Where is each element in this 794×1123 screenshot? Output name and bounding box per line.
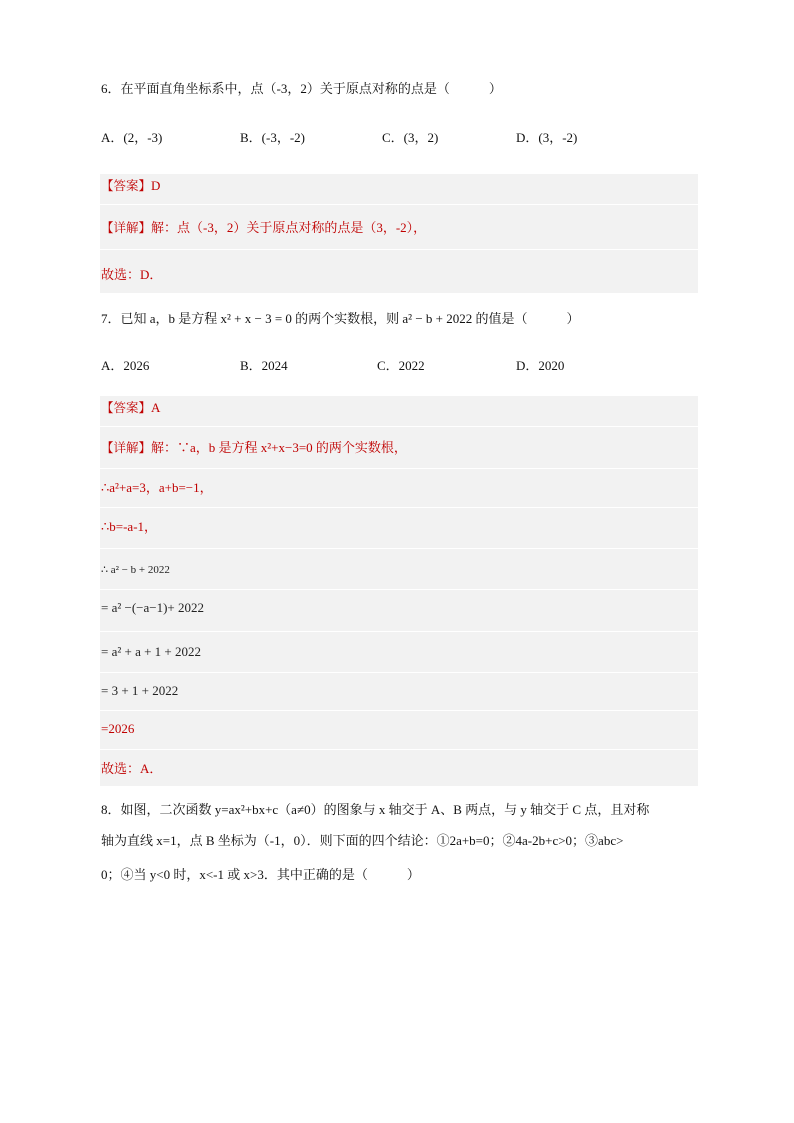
q6-answer-value: D xyxy=(151,178,161,193)
separator xyxy=(100,710,698,711)
q6-answer-line xyxy=(101,177,160,195)
q6-conclusion: 故选：D． xyxy=(101,267,163,282)
separator xyxy=(100,672,698,673)
q6-answer-tag: 【答案】 xyxy=(101,178,152,193)
q6-detail-tag: 【详解】 xyxy=(101,220,152,235)
separator xyxy=(100,507,698,508)
q7-answer-line xyxy=(101,399,160,417)
q7-conclusion: 故选：A． xyxy=(101,761,163,776)
separator xyxy=(100,631,698,632)
q7-detail-tag: 【详解】 xyxy=(101,440,152,455)
q6-option-d: D．(3，-2) xyxy=(516,130,578,145)
question-8-line-1: 8．如图，二次函数 y=ax²+bx+c（a≠0）的图象与 x 轴交于 A、B 两点，与 y 轴交于 C 点，且对称 xyxy=(101,802,650,817)
q6-option-c: C．(3，2) xyxy=(382,130,439,145)
q6-option-b: B．(-3，-2) xyxy=(240,130,305,145)
separator xyxy=(100,204,698,205)
q6-answer-block xyxy=(100,174,698,293)
q7-step-6: = 3 + 1 + 2022 xyxy=(101,683,179,698)
question-8-line-2: 轴为直线 x=1，点 B 坐标为（-1，0）．则下面的四个结论：①2a+b=0；②4a-2b+c>0；③abc> xyxy=(101,833,624,848)
question-8-line-3: 0；④当 y<0 时，x<-1 或 x>3．其中正确的是（ ） xyxy=(101,867,420,882)
q7-step-3: ∴ a² − b + 2022 xyxy=(101,564,170,576)
q7-step-2: ∴b=-a-1， xyxy=(101,519,158,534)
q6-detail-line xyxy=(101,219,426,237)
question-7-stem: 7．已知 a，b 是方程 x² + x − 3 = 0 的两个实数根，则 a² − b + 2022 的值是（ ） xyxy=(101,311,580,326)
q7-answer-block xyxy=(100,396,698,786)
q7-step-7: =2026 xyxy=(101,721,135,736)
q7-detail-line xyxy=(101,439,407,457)
separator xyxy=(100,589,698,590)
separator xyxy=(100,468,698,469)
q7-answer-value: A xyxy=(151,400,161,415)
q6-option-a: A．(2，-3) xyxy=(101,130,163,145)
q7-detail-text: 解：∵a，b 是方程 x²+x−3=0 的两个实数根， xyxy=(151,440,407,455)
q6-detail-text: 解：点（-3，2）关于原点对称的点是（3，-2）， xyxy=(151,220,427,235)
question-6-stem: 6．在平面直角坐标系中，点（-3，2）关于原点对称的点是（ ） xyxy=(101,81,502,96)
separator xyxy=(100,249,698,250)
separator xyxy=(100,426,698,427)
separator xyxy=(100,548,698,549)
q7-option-a: A．2026 xyxy=(101,358,150,373)
q7-option-b: B．2024 xyxy=(240,358,288,373)
q7-step-5: = a² + a + 1 + 2022 xyxy=(101,644,202,659)
q7-answer-tag: 【答案】 xyxy=(101,400,152,415)
q7-step-4: = a² −(−a−1)+ 2022 xyxy=(101,600,205,615)
separator xyxy=(100,749,698,750)
q7-step-1: ∴a²+a=3，a+b=−1， xyxy=(101,480,213,495)
q7-option-c: C．2022 xyxy=(377,358,425,373)
q7-option-d: D．2020 xyxy=(516,358,565,373)
